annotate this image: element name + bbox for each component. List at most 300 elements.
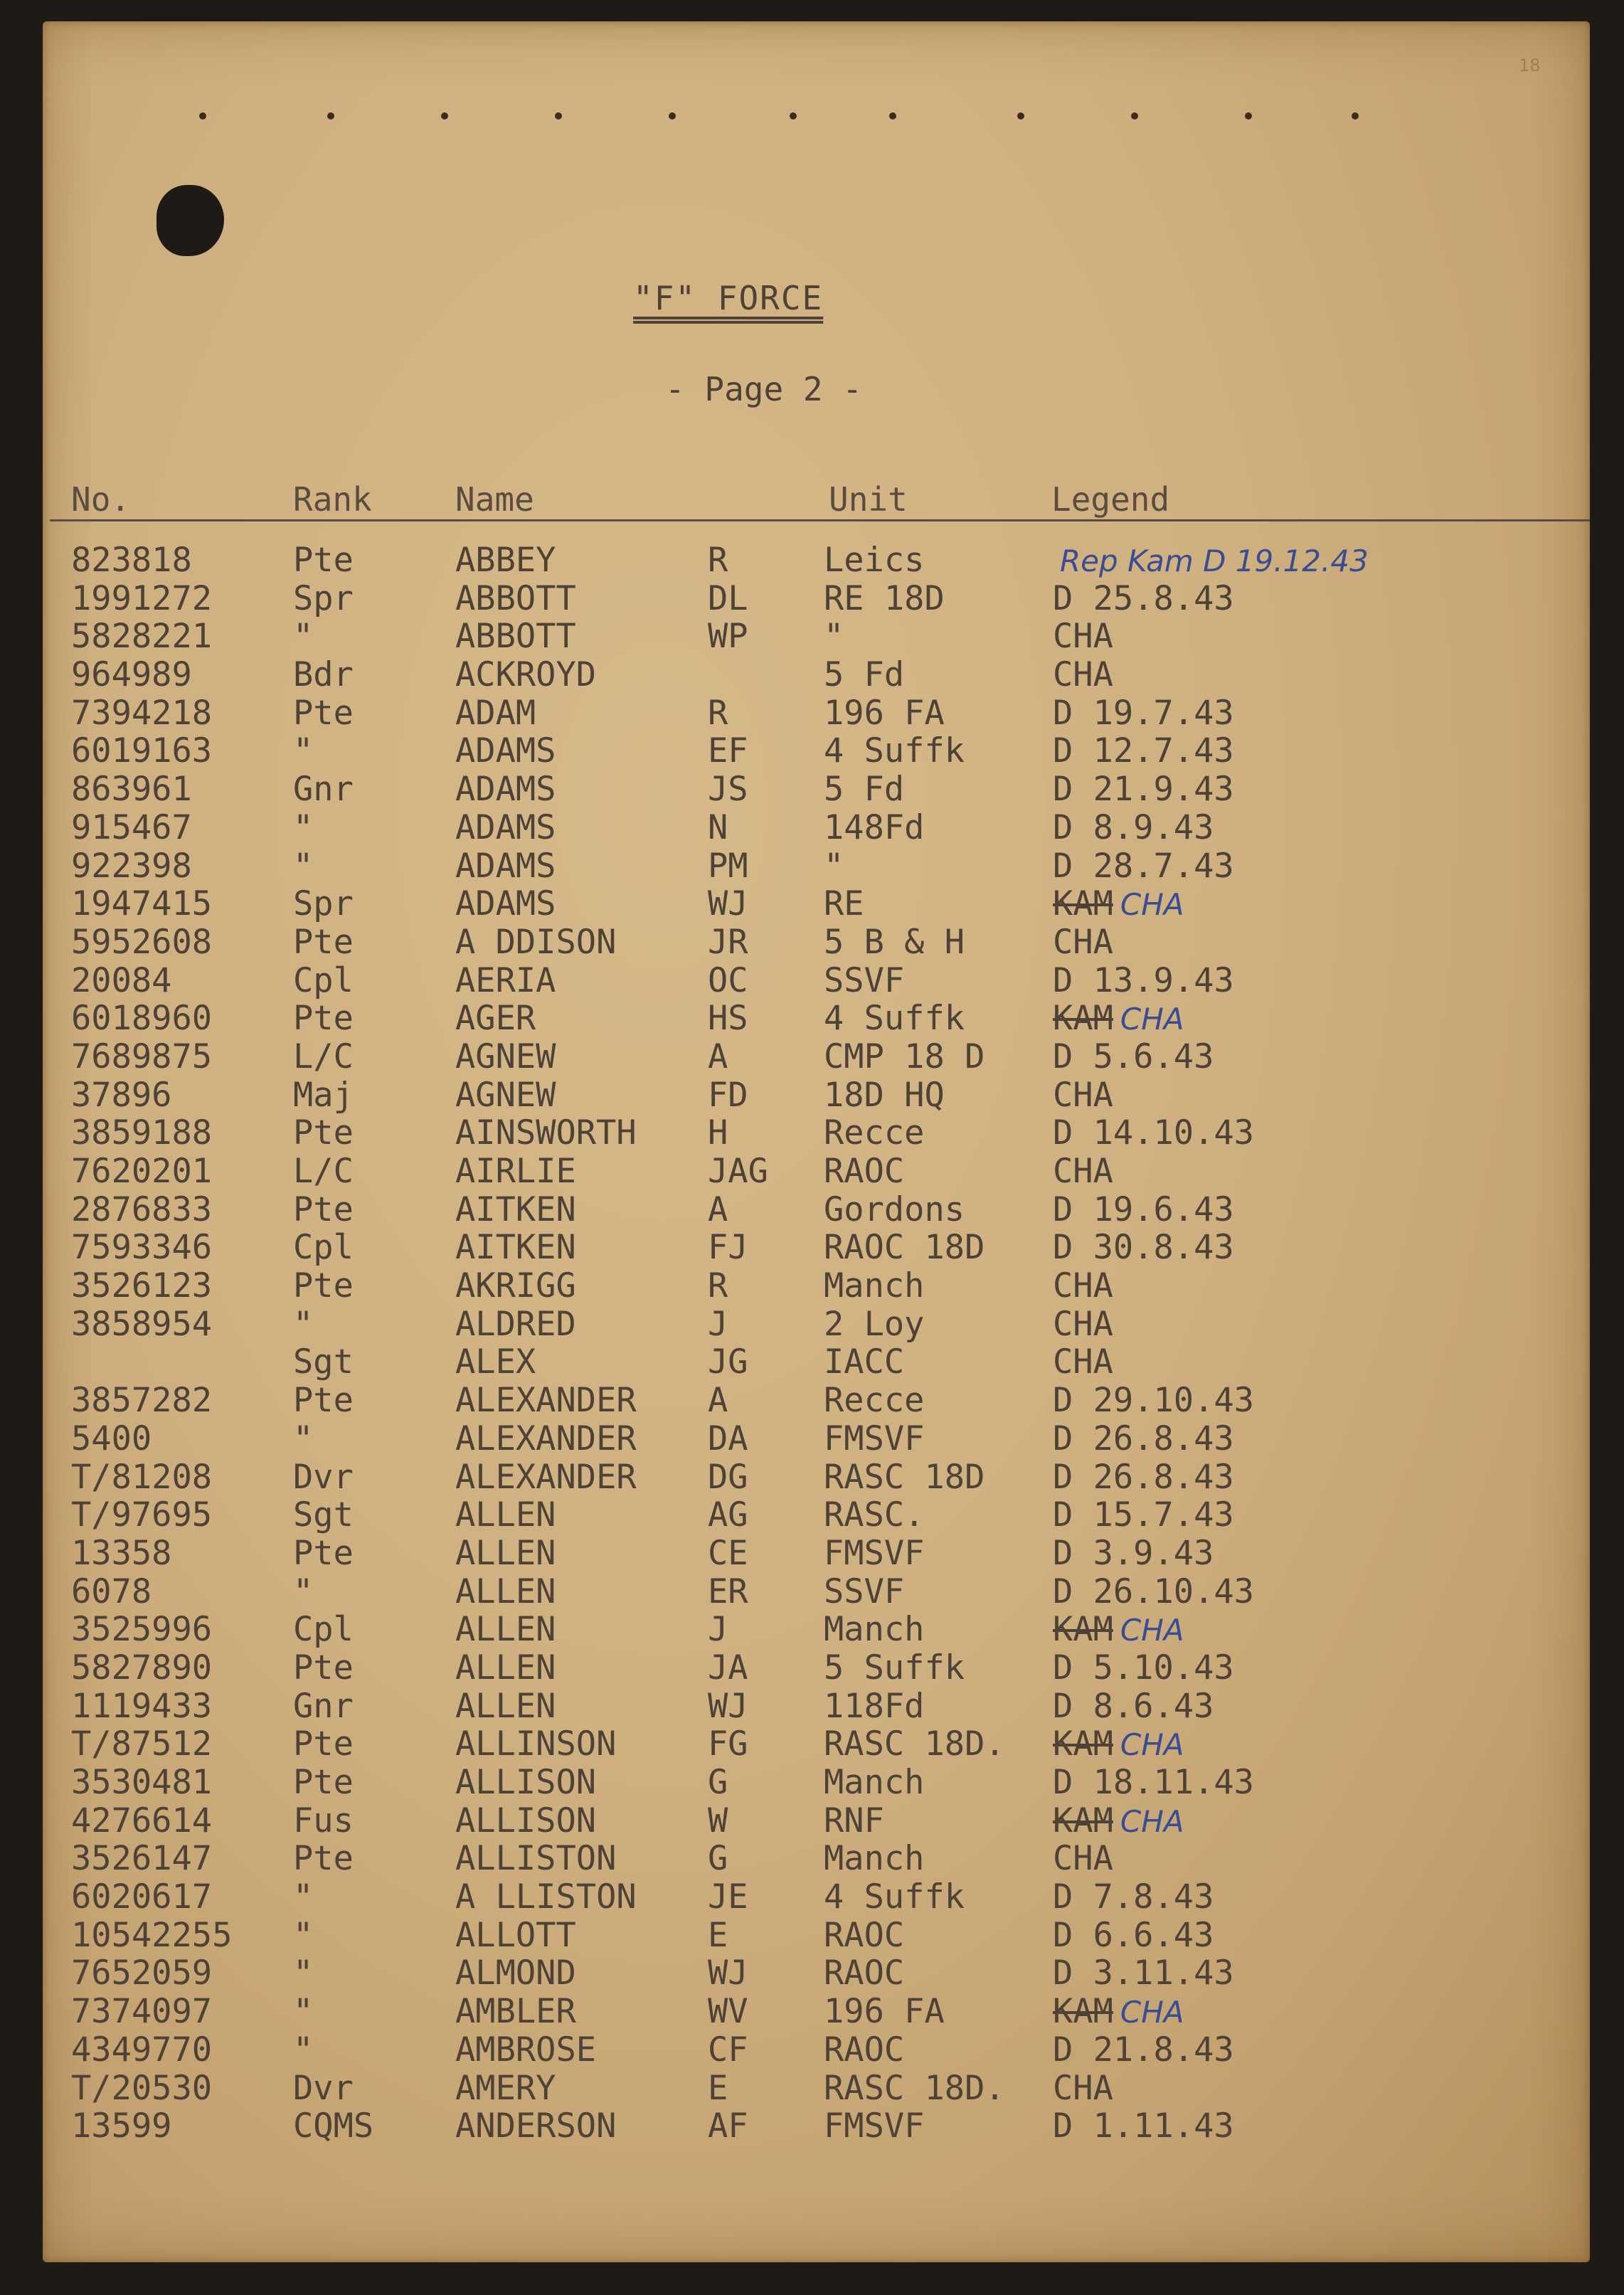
surname: ALEX [455, 1342, 536, 1382]
rank: Maj [293, 1075, 354, 1115]
roster-row [0, 1687, 1624, 1725]
legend-text: CHA [1053, 1839, 1113, 1879]
roster-row [0, 655, 1624, 694]
roster-row [0, 2030, 1624, 2069]
roster-row [0, 1954, 1624, 1992]
rank: Spr [293, 578, 354, 618]
surname: A LLISTON [455, 1877, 637, 1917]
surname: AINSWORTH [455, 1113, 637, 1153]
surname: AGNEW [455, 1037, 556, 1076]
handwritten-annotation: CHA [1120, 1002, 1184, 1037]
pin-hole [199, 112, 206, 120]
surname: AGER [455, 999, 536, 1039]
unit: 2 Loy [824, 1304, 925, 1344]
unit: Gordons [824, 1189, 965, 1229]
rank: " [293, 1571, 314, 1611]
roster-row [0, 1572, 1624, 1611]
legend-cell [1053, 999, 1184, 1038]
initials: WP [708, 617, 748, 657]
legend-cell [1053, 1076, 1113, 1115]
roster-row [0, 808, 1624, 847]
rank: " [293, 807, 314, 847]
service-number: 7374097 [71, 1992, 213, 2032]
header-rule [50, 519, 1590, 521]
initials: A [708, 1037, 728, 1076]
surname: ABBEY [455, 541, 556, 580]
service-number: 6019163 [71, 731, 213, 771]
rank: Pte [293, 1724, 354, 1764]
roster-row [0, 961, 1624, 1000]
unit: 4 Suffk [824, 999, 965, 1039]
service-number: 13358 [71, 1533, 172, 1573]
legend-cell [1053, 1381, 1254, 1420]
rank: " [293, 1419, 314, 1458]
surname: ADAMS [455, 807, 556, 847]
surname: AKRIGG [455, 1266, 576, 1306]
initials: WJ [708, 884, 748, 924]
roster-row [0, 1113, 1624, 1152]
initials: N [708, 807, 728, 847]
roster-row [0, 1992, 1624, 2030]
legend-cell [1053, 770, 1234, 809]
header-name: Name [455, 480, 534, 519]
initials: JE [708, 1877, 748, 1917]
legend-cell [1053, 1037, 1214, 1076]
service-number: 10542255 [71, 1915, 233, 1955]
unit: 5 Suffk [824, 1648, 965, 1687]
legend-cell [1053, 923, 1113, 962]
service-number: 4276614 [71, 1801, 213, 1840]
page-number-mark: 18 [1519, 55, 1541, 75]
unit: Manch [824, 1266, 925, 1306]
roster-row [0, 1037, 1624, 1076]
legend-text: KAM [1053, 884, 1113, 924]
initials: A [708, 1381, 728, 1421]
unit: 5 Fd [824, 770, 905, 810]
legend-text: D 5.10.43 [1053, 1648, 1234, 1687]
service-number: 7689875 [71, 1037, 213, 1076]
roster-row [0, 1648, 1624, 1687]
service-number: 7652059 [71, 1954, 213, 1993]
surname: ALLEN [455, 1495, 556, 1535]
initials: ER [708, 1571, 748, 1611]
surname: AMBROSE [455, 2030, 597, 2069]
unit: 18D HQ [824, 1075, 945, 1115]
legend-cell [1053, 1839, 1113, 1878]
service-number: 1991272 [71, 578, 213, 618]
initials: CE [708, 1533, 748, 1573]
roster-row [0, 847, 1624, 885]
rank: Pte [293, 1113, 354, 1153]
rank: Gnr [293, 1686, 354, 1726]
initials: A [708, 1189, 728, 1229]
initials: J [708, 1304, 728, 1344]
rank: Cpl [293, 1228, 354, 1268]
rank: Pte [293, 922, 354, 962]
initials: JR [708, 922, 748, 962]
initials: DG [708, 1457, 748, 1497]
unit: FMSVF [824, 1419, 925, 1458]
unit: 118Fd [824, 1686, 925, 1726]
legend-text: D 21.8.43 [1053, 2030, 1234, 2069]
legend-cell [1053, 1992, 1184, 2031]
handwritten-annotation: CHA [1120, 1727, 1184, 1763]
surname: ADAMS [455, 731, 556, 771]
surname: AITKEN [455, 1228, 576, 1268]
legend-text: KAM [1053, 1724, 1113, 1764]
roster-row [0, 541, 1624, 579]
roster-row [0, 1190, 1624, 1229]
legend-cell [1053, 1687, 1214, 1726]
legend-text: D 7.8.43 [1053, 1877, 1214, 1917]
initials: CF [708, 2030, 748, 2069]
handwritten-annotation: CHA [1120, 1995, 1184, 2030]
roster-row [0, 999, 1624, 1037]
initials: PM [708, 846, 748, 886]
rank: Pte [293, 541, 354, 580]
legend-text: D 3.9.43 [1053, 1533, 1214, 1573]
initials: R [708, 1266, 728, 1306]
legend-cell [1053, 1724, 1184, 1764]
roster-row [0, 1495, 1624, 1534]
header-unit: Unit [829, 480, 908, 519]
initials: G [708, 1839, 728, 1879]
header-rank: Rank [293, 480, 372, 519]
pin-hole [669, 112, 676, 120]
service-number: 3530481 [71, 1763, 213, 1802]
service-number: 2876833 [71, 1189, 213, 1229]
roster-row [0, 617, 1624, 655]
rank: " [293, 1915, 314, 1955]
unit: CMP 18 D [824, 1037, 985, 1076]
unit: Manch [824, 1839, 925, 1879]
legend-cell [1053, 1954, 1234, 1993]
legend-cell [1053, 541, 1369, 580]
initials: E [708, 2068, 728, 2108]
pin-hole [889, 112, 896, 120]
legend-text: KAM [1053, 1992, 1113, 2032]
surname: ALLISTON [455, 1839, 617, 1879]
service-number: 915467 [71, 807, 192, 847]
rank: Pte [293, 1839, 354, 1879]
surname: ALLEN [455, 1686, 556, 1726]
legend-text: CHA [1053, 922, 1113, 962]
roster-row [0, 1076, 1624, 1114]
service-number: 1947415 [71, 884, 213, 924]
legend-text: CHA [1053, 655, 1113, 695]
surname: ALEXANDER [455, 1457, 637, 1497]
surname: AITKEN [455, 1189, 576, 1229]
initials: R [708, 693, 728, 733]
handwritten-annotation: CHA [1120, 1803, 1184, 1839]
initials: OC [708, 960, 748, 1000]
surname: AMBLER [455, 1992, 576, 2032]
rank: Gnr [293, 770, 354, 810]
legend-cell [1053, 847, 1234, 886]
unit: 5 B & H [824, 922, 965, 962]
surname: ABBOTT [455, 578, 576, 618]
unit: 4 Suffk [824, 1877, 965, 1917]
roster-row [0, 1877, 1624, 1916]
rank: " [293, 1992, 314, 2032]
page-subtitle: - Page 2 - [665, 370, 862, 408]
legend-cell [1053, 655, 1113, 694]
unit: SSVF [824, 1571, 905, 1611]
unit: RAOC 18D [824, 1228, 985, 1268]
surname: A DDISON [455, 922, 617, 962]
service-number: T/97695 [71, 1495, 213, 1535]
rank: " [293, 1954, 314, 1993]
unit: Manch [824, 1763, 925, 1802]
unit: RAOC [824, 1152, 905, 1191]
service-number: 6078 [71, 1571, 152, 1611]
service-number: 20084 [71, 960, 172, 1000]
surname: ALMOND [455, 1954, 576, 1993]
legend-text: D 14.10.43 [1053, 1113, 1254, 1153]
legend-cell [1053, 1916, 1214, 1955]
unit: RAOC [824, 2030, 905, 2069]
roster-list [0, 541, 1624, 2145]
rank: Spr [293, 884, 354, 924]
roster-row [0, 770, 1624, 808]
service-number: 3858954 [71, 1304, 213, 1344]
service-number: 3857282 [71, 1381, 213, 1421]
rank: Pte [293, 1763, 354, 1802]
legend-text: D 19.7.43 [1053, 693, 1234, 733]
rank: Dvr [293, 1457, 354, 1497]
service-number: 5952608 [71, 922, 213, 962]
pin-hole [790, 112, 797, 120]
legend-text: D 8.6.43 [1053, 1686, 1214, 1726]
initials: WV [708, 1992, 748, 2032]
legend-text: D 28.7.43 [1053, 846, 1234, 886]
unit: RASC 18D. [824, 1724, 1005, 1764]
roster-row [0, 1610, 1624, 1648]
service-number: 3525996 [71, 1610, 213, 1650]
roster-row [0, 1381, 1624, 1419]
rank: " [293, 617, 314, 657]
unit: Manch [824, 1610, 925, 1650]
unit: RE [824, 884, 864, 924]
rank: " [293, 1877, 314, 1917]
service-number: 964989 [71, 655, 192, 695]
initials: E [708, 1915, 728, 1955]
legend-cell [1053, 1113, 1254, 1152]
service-number: 922398 [71, 846, 192, 886]
legend-text: D 30.8.43 [1053, 1228, 1234, 1268]
surname: AERIA [455, 960, 556, 1000]
legend-text: D 15.7.43 [1053, 1495, 1234, 1535]
unit: Recce [824, 1113, 925, 1153]
legend-cell [1053, 1342, 1113, 1382]
legend-cell [1053, 1877, 1214, 1917]
initials: EF [708, 731, 748, 771]
legend-text: CHA [1053, 617, 1113, 657]
unit: 5 Fd [824, 655, 905, 695]
service-number: 5400 [71, 1419, 152, 1458]
legend-cell [1053, 1610, 1184, 1649]
legend-text: D 21.9.43 [1053, 770, 1234, 810]
pin-hole [1017, 112, 1024, 120]
legend-cell [1053, 1763, 1254, 1802]
legend-cell [1053, 1534, 1214, 1573]
initials: AG [708, 1495, 748, 1535]
rank: Cpl [293, 960, 354, 1000]
unit: 4 Suffk [824, 731, 965, 771]
unit: 196 FA [824, 1992, 945, 2032]
surname: ADAM [455, 693, 536, 733]
legend-text: D 12.7.43 [1053, 731, 1234, 771]
rank: Sgt [293, 1342, 354, 1382]
pin-hole [555, 112, 562, 120]
rank: Bdr [293, 655, 354, 695]
rank: Dvr [293, 2068, 354, 2108]
unit: SSVF [824, 960, 905, 1000]
legend-cell [1053, 1648, 1234, 1687]
legend-text: D 8.9.43 [1053, 807, 1214, 847]
legend-text: CHA [1053, 2068, 1113, 2108]
legend-text: CHA [1053, 1342, 1113, 1382]
roster-row [0, 2106, 1624, 2145]
initials: FD [708, 1075, 748, 1115]
initials: R [708, 541, 728, 580]
unit: IACC [824, 1342, 905, 1382]
unit: Leics [824, 541, 925, 580]
surname: ANDERSON [455, 2106, 617, 2146]
surname: ALDRED [455, 1304, 576, 1344]
service-number: 6020617 [71, 1877, 213, 1917]
legend-text: CHA [1053, 1075, 1113, 1115]
rank: Pte [293, 1533, 354, 1573]
initials: FJ [708, 1228, 748, 1268]
initials: FG [708, 1724, 748, 1764]
unit: Recce [824, 1381, 925, 1421]
service-number: 7593346 [71, 1228, 213, 1268]
pin-hole [1131, 112, 1138, 120]
rank: " [293, 1304, 314, 1344]
initials: DA [708, 1419, 748, 1458]
rank: Cpl [293, 1610, 354, 1650]
unit: RE 18D [824, 578, 945, 618]
surname: ALLISON [455, 1801, 597, 1840]
surname: ALLOTT [455, 1915, 576, 1955]
header-no: No. [71, 480, 131, 519]
legend-text: D 13.9.43 [1053, 960, 1234, 1000]
roster-row [0, 1839, 1624, 1877]
rank: " [293, 2030, 314, 2069]
service-number: 1119433 [71, 1686, 213, 1726]
legend-cell [1053, 1419, 1234, 1458]
handwritten-annotation: CHA [1120, 887, 1184, 923]
service-number: 7620201 [71, 1152, 213, 1191]
roster-row [0, 1419, 1624, 1458]
roster-row [0, 1305, 1624, 1343]
unit: RNF [824, 1801, 884, 1840]
legend-cell [1053, 1152, 1113, 1191]
surname: ALLEN [455, 1533, 556, 1573]
rank: Sgt [293, 1495, 354, 1535]
service-number: 3526147 [71, 1839, 213, 1879]
legend-text: D 5.6.43 [1053, 1037, 1214, 1076]
legend-cell [1053, 1266, 1113, 1305]
service-number: 5827890 [71, 1648, 213, 1687]
legend-text: D 26.8.43 [1053, 1419, 1234, 1458]
legend-cell [1053, 2106, 1234, 2146]
service-number: 13599 [71, 2106, 172, 2146]
service-number: T/81208 [71, 1457, 213, 1497]
legend-cell [1053, 1228, 1234, 1267]
surname: ALEXANDER [455, 1381, 637, 1421]
roster-row [0, 1266, 1624, 1305]
service-number: 863961 [71, 770, 192, 810]
legend-cell [1053, 694, 1234, 733]
rank: Pte [293, 1189, 354, 1229]
roster-row [0, 1342, 1624, 1381]
roster-row [0, 579, 1624, 618]
legend-text: CHA [1053, 1266, 1113, 1306]
rank: Fus [293, 1801, 354, 1840]
legend-cell [1053, 731, 1234, 770]
rank: Pte [293, 1381, 354, 1421]
legend-text: D 1.11.43 [1053, 2106, 1234, 2146]
roster-row [0, 1763, 1624, 1801]
service-number: 3859188 [71, 1113, 213, 1153]
initials: HS [708, 999, 748, 1039]
initials: W [708, 1801, 728, 1840]
unit: FMSVF [824, 2106, 925, 2146]
legend-text: D 6.6.43 [1053, 1915, 1214, 1955]
initials: J [708, 1610, 728, 1650]
document-title: "F" FORCE [633, 279, 824, 317]
surname: ACKROYD [455, 655, 597, 695]
legend-cell [1053, 1190, 1234, 1229]
initials: JAG [708, 1152, 768, 1191]
legend-cell [1053, 1495, 1234, 1535]
legend-cell [1053, 808, 1214, 847]
rank: CQMS [293, 2106, 374, 2146]
legend-text: D 19.6.43 [1053, 1189, 1234, 1229]
service-number: 5828221 [71, 617, 213, 657]
rank: L/C [293, 1152, 354, 1191]
service-number: 4349770 [71, 2030, 213, 2069]
legend-text: CHA [1053, 1304, 1113, 1344]
roster-row [0, 1801, 1624, 1840]
legend-text: KAM [1053, 1801, 1113, 1840]
initials: AF [708, 2106, 748, 2146]
legend-text: KAM [1053, 999, 1113, 1039]
legend-text: D 18.11.43 [1053, 1763, 1254, 1802]
unit: RASC 18D [824, 1457, 985, 1497]
roster-row [0, 1724, 1624, 1763]
surname: ALLINSON [455, 1724, 617, 1764]
surname: ALEXANDER [455, 1419, 637, 1458]
initials: WJ [708, 1686, 748, 1726]
service-number: 3526123 [71, 1266, 213, 1306]
legend-cell [1053, 1458, 1234, 1497]
surname: ADAMS [455, 846, 556, 886]
service-number: 823818 [71, 541, 192, 580]
roster-row [0, 1916, 1624, 1954]
handwritten-annotation: CHA [1120, 1613, 1184, 1648]
legend-cell [1053, 2069, 1113, 2108]
unit: RASC 18D. [824, 2068, 1005, 2108]
surname: ALLEN [455, 1571, 556, 1611]
legend-cell [1053, 961, 1234, 1000]
initials: WJ [708, 1954, 748, 1993]
surname: ALLEN [455, 1610, 556, 1650]
initials: H [708, 1113, 728, 1153]
unit: " [824, 617, 844, 657]
